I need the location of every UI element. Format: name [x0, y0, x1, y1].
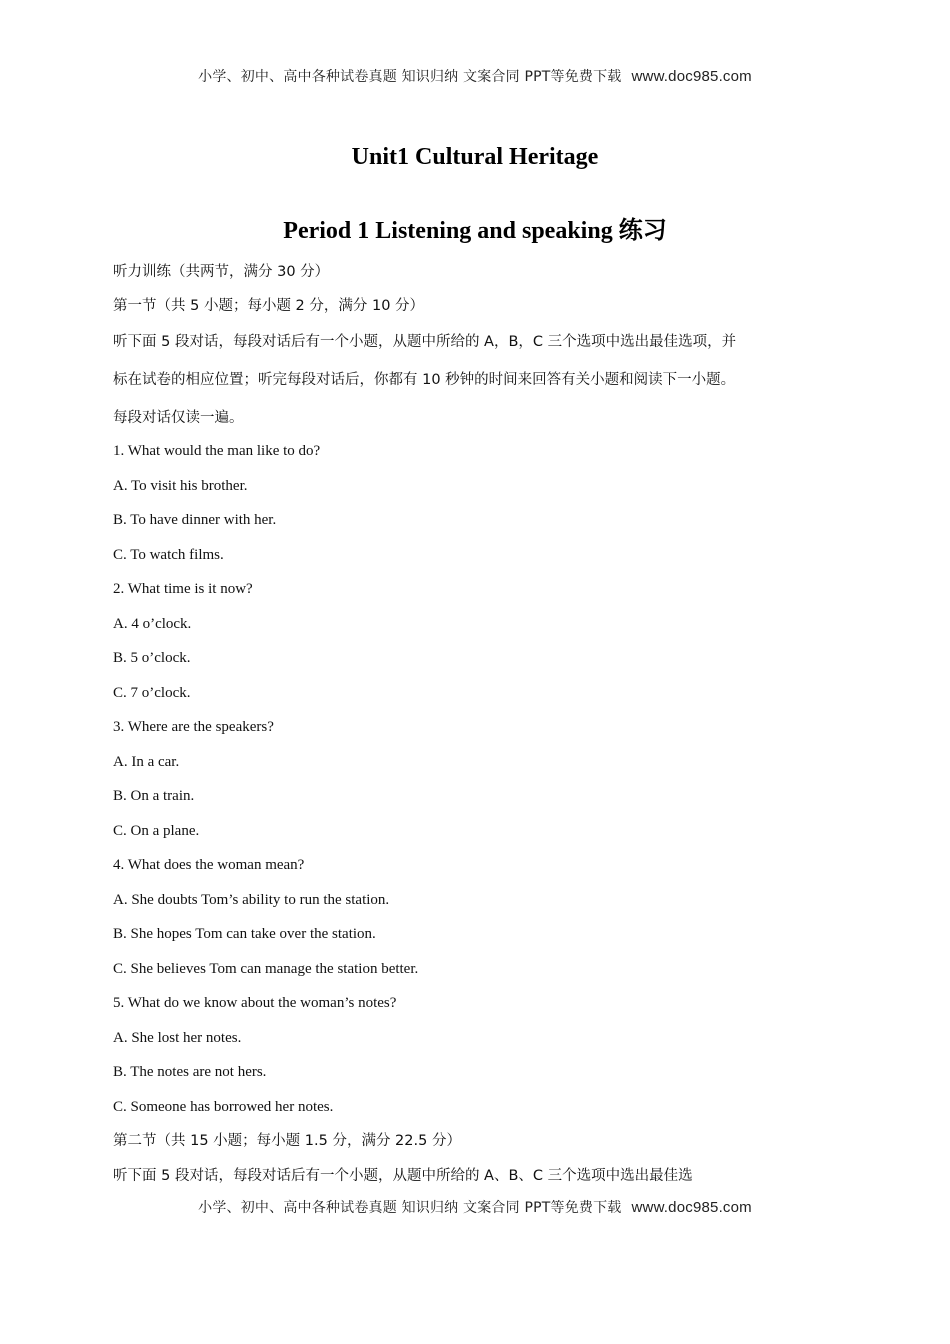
period-title: Period 1 Listening and speaking 练习: [283, 218, 667, 244]
question-3: [113, 717, 843, 855]
option-a: A. She doubts Tom’s ability to run the station.: [113, 891, 390, 908]
footer-site: www.doc985.com: [631, 1199, 752, 1216]
option-c: C. Someone has borrowed her notes.: [113, 1098, 334, 1115]
option-b: B. She hopes Tom can take over the station.: [113, 926, 376, 942]
section2-heading: 第二节（共 15 小题；每小题 1.5 分，满分 22.5 分）: [113, 1133, 461, 1149]
question-text: 4. What does the woman mean?: [113, 857, 305, 873]
option-b: B. To have dinner with her.: [113, 512, 277, 528]
option-b: B. 5 o’clock.: [113, 650, 191, 666]
section1-heading: 第一节（共 5 小题；每小题 2 分，满分 10 分）: [113, 298, 425, 314]
option-a: A. She lost her notes.: [113, 1029, 242, 1046]
question-text: 5. What do we know about the woman’s notes?: [113, 995, 397, 1011]
option-a: A. 4 o’clock.: [113, 615, 192, 632]
instructions-line-3: 每段对话仅读一遍。: [113, 410, 244, 426]
option-b: B. The notes are not hers.: [113, 1064, 267, 1080]
option-a: A. To visit his brother.: [113, 477, 248, 494]
option-b: B. On a train.: [113, 788, 195, 804]
instructions-line-2: 标在试卷的相应位置；听完每段对话后，你都有 10 秒钟的时间来回答有关小题和阅读下一小题。: [113, 372, 736, 388]
question-text: 1. What would the man like to do?: [113, 443, 321, 459]
option-c: C. She believes Tom can manage the station better.: [113, 960, 419, 977]
question-1: [113, 441, 843, 579]
document-body: [113, 262, 843, 1190]
option-c: C. 7 o’clock.: [113, 684, 191, 701]
intro-line: 听力训练（共两节，满分 30 分）: [113, 264, 330, 280]
footer-text: 小学、初中、高中各种试卷真题 知识归纳 文案合同 PPT等免费下载: [198, 1200, 622, 1216]
unit-title: Unit1 Cultural Heritage: [351, 144, 599, 170]
option-a: A. In a car.: [113, 753, 180, 770]
header-text: 小学、初中、高中各种试卷真题 知识归纳 文案合同 PPT等免费下载: [198, 69, 622, 85]
option-c: C. To watch films.: [113, 546, 224, 563]
option-c: C. On a plane.: [113, 822, 200, 839]
section2-instructions: 听下面 5 段对话，每段对话后有一个小题，从题中所给的 A、B、C 三个选项中选出最佳选: [113, 1168, 693, 1184]
question-text: 3. Where are the speakers?: [113, 719, 274, 735]
page-header: [0, 66, 950, 86]
header-site: www.doc985.com: [631, 68, 752, 85]
question-5: [113, 993, 843, 1131]
question-4: [113, 855, 843, 993]
question-2: [113, 579, 843, 717]
page-footer: [0, 1197, 950, 1217]
question-text: 2. What time is it now?: [113, 581, 253, 597]
instructions-line-1: 听下面 5 段对话，每段对话后有一个小题，从题中所给的 A，B，C 三个选项中选出最佳选项，并: [113, 334, 737, 350]
